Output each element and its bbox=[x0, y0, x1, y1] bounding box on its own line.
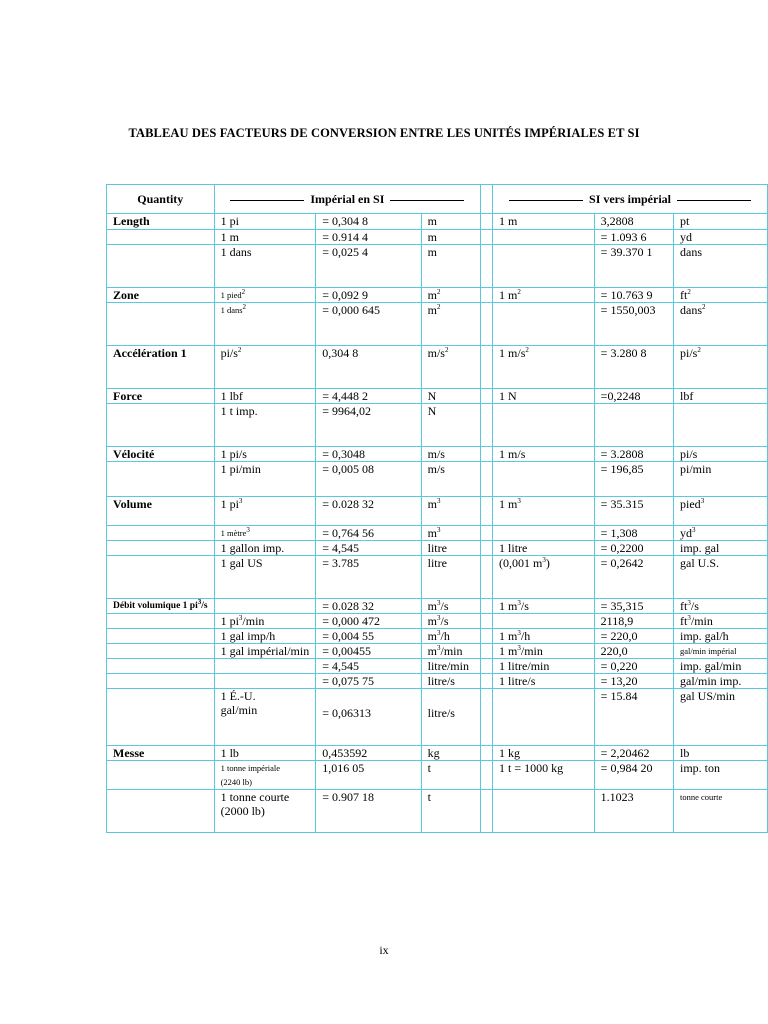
si-unit-cell: litre/s bbox=[421, 674, 481, 689]
superscript: 3 bbox=[436, 614, 441, 622]
superscript: 3 bbox=[436, 629, 441, 637]
imperial-result-cell: gal/min imp. bbox=[674, 674, 768, 689]
imperial-factor-cell: = 3.785 bbox=[316, 556, 421, 599]
imperial-unit-cell: 1 lbf bbox=[214, 389, 316, 404]
imperial-factor-cell: 1,016 05 bbox=[316, 761, 421, 790]
imperial-unit-cell: 1 tonne impériale (2240 lb) bbox=[214, 761, 316, 790]
imperial-to-si-header: Impérial en SI bbox=[214, 185, 481, 214]
imperial-unit-cell: 1 $pi^3/\min$ bbox=[214, 614, 316, 629]
si-unit-cell: $m^3$ bbox=[421, 497, 481, 526]
imperial-unit-cell: 1 m bbox=[214, 230, 316, 245]
imperial-factor-cell: = 0.028 32 bbox=[316, 599, 421, 614]
si-factor-cell: = 0,2200 bbox=[594, 541, 673, 556]
header-rule bbox=[677, 200, 751, 201]
quantity-cell: Zone bbox=[107, 288, 215, 303]
superscript: 3 bbox=[517, 599, 521, 607]
quantity-cell bbox=[107, 644, 215, 659]
gap-cell bbox=[481, 761, 493, 790]
quantity-cell bbox=[107, 230, 215, 245]
header-row bbox=[107, 185, 768, 214]
si-unit-cell: t bbox=[421, 790, 481, 833]
imperial-unit-cell: 1 pi bbox=[214, 214, 316, 230]
si-factor-cell: =0,2248 bbox=[594, 389, 673, 404]
imperial-factor-cell: 0,453592 bbox=[316, 746, 421, 761]
si-factor-cell: 2118,9 bbox=[594, 614, 673, 629]
quantity-cell: Accélération 1 bbox=[107, 346, 215, 389]
gap-cell bbox=[481, 214, 493, 230]
table-row bbox=[107, 790, 768, 833]
table-row bbox=[107, 629, 768, 644]
imperial-result-cell: gal US/min bbox=[674, 689, 768, 746]
quantity-cell: Volume bbox=[107, 497, 215, 526]
si-unit-from-cell: (0,001 $m^3$) bbox=[493, 556, 595, 599]
imperial-factor-cell: = 0,06313 bbox=[316, 689, 421, 746]
quantity-cell bbox=[107, 303, 215, 346]
imperial-factor-cell: = 4,545 bbox=[316, 659, 421, 674]
table-row bbox=[107, 389, 768, 404]
imperial-result-cell: $ft^3/\min$ bbox=[674, 614, 768, 629]
table-row bbox=[107, 447, 768, 462]
imperial-factor-cell: = 0.028 32 bbox=[316, 497, 421, 526]
si-unit-cell: $m^3$ bbox=[421, 526, 481, 541]
superscript: 2 bbox=[525, 346, 529, 354]
imperial-unit-cell bbox=[214, 599, 316, 614]
gap-cell bbox=[481, 599, 493, 614]
gap-cell bbox=[481, 389, 493, 404]
quantity-cell bbox=[107, 790, 215, 833]
imperial-unit-cell: 1 pied$^2$ bbox=[214, 288, 316, 303]
imperial-unit-cell: 1 t imp. bbox=[214, 404, 316, 447]
header-rule bbox=[230, 200, 304, 201]
superscript: 3 bbox=[436, 526, 441, 534]
gap-cell bbox=[481, 245, 493, 288]
superscript: 3 bbox=[687, 599, 691, 607]
quantity-cell: Force bbox=[107, 389, 215, 404]
si-unit-from-cell: 1 m/s bbox=[493, 447, 595, 462]
table-row bbox=[107, 614, 768, 629]
imperial-factor-cell: = 9964,02 bbox=[316, 404, 421, 447]
superscript: 3 bbox=[517, 629, 521, 637]
imperial-unit-cell: 1 gal imp/h bbox=[214, 629, 316, 644]
imperial-factor-cell: = 0,3048 bbox=[316, 447, 421, 462]
imperial-factor-cell: = 0,304 8 bbox=[316, 214, 421, 230]
quantity-cell bbox=[107, 629, 215, 644]
imperial-result-cell: dans bbox=[674, 245, 768, 288]
si-unit-from-cell bbox=[493, 790, 595, 833]
si-unit-from-cell: 1 $m^3/\min$ bbox=[493, 644, 595, 659]
si-unit-from-cell: 1 N bbox=[493, 389, 595, 404]
superscript: 3 bbox=[246, 526, 250, 535]
cell-second-line: (2240 lb) bbox=[220, 777, 252, 787]
si-factor-cell: = 0,220 bbox=[594, 659, 673, 674]
table-row bbox=[107, 659, 768, 674]
gap-cell bbox=[481, 746, 493, 761]
superscript: 3 bbox=[687, 614, 691, 622]
si-unit-from-cell bbox=[493, 689, 595, 746]
superscript: 3 bbox=[517, 644, 521, 652]
imperial-result-cell: pt bbox=[674, 214, 768, 230]
imperial-factor-cell: = 0,004 55 bbox=[316, 629, 421, 644]
imperial-result-cell: lbf bbox=[674, 389, 768, 404]
si-unit-from-cell: 1 t = 1000 kg bbox=[493, 761, 595, 790]
imperial-result-cell: dans$^2$ bbox=[674, 303, 768, 346]
imperial-factor-cell: = 0,000 645 bbox=[316, 303, 421, 346]
superscript: 3 bbox=[436, 599, 441, 607]
superscript: 2 bbox=[517, 288, 521, 296]
superscript: 3 bbox=[238, 614, 243, 622]
quantity-cell bbox=[107, 541, 215, 556]
table-row bbox=[107, 404, 768, 447]
si-factor-cell: 220,0 bbox=[594, 644, 673, 659]
si-unit-from-cell bbox=[493, 614, 595, 629]
si-unit-cell: $m^3/s$ bbox=[421, 614, 481, 629]
si-unit-cell: $m/s^2$ bbox=[421, 346, 481, 389]
imperial-unit-cell: 1 pi/s bbox=[214, 447, 316, 462]
gap-cell bbox=[481, 404, 493, 447]
table-row bbox=[107, 644, 768, 659]
si-factor-cell bbox=[594, 404, 673, 447]
gap-cell bbox=[481, 629, 493, 644]
si-unit-from-cell bbox=[493, 462, 595, 497]
imperial-result-cell: $ft^2$ bbox=[674, 288, 768, 303]
superscript: 2 bbox=[241, 288, 246, 297]
gap-cell bbox=[481, 674, 493, 689]
si-unit-from-cell: 1 $m^3/h$ bbox=[493, 629, 595, 644]
imperial-result-cell: $ft^3/s$ bbox=[674, 599, 768, 614]
si-to-imperial-header: SI vers impérial bbox=[493, 185, 768, 214]
gap-cell bbox=[481, 497, 493, 526]
superscript: 3 bbox=[700, 497, 705, 505]
imperial-factor-cell: = 0,075 75 bbox=[316, 674, 421, 689]
si-factor-cell: = 3.280 8 bbox=[594, 346, 673, 389]
gap-cell bbox=[481, 185, 493, 214]
si-unit-from-cell: 1 $m^3$ bbox=[493, 497, 595, 526]
imperial-result-cell: imp. gal/min bbox=[674, 659, 768, 674]
si-unit-from-cell: 1 litre/s bbox=[493, 674, 595, 689]
si-unit-cell: m/s bbox=[421, 447, 481, 462]
imperial-factor-cell: = 0.914 4 bbox=[316, 230, 421, 245]
imperial-result-cell: pied$^3$ bbox=[674, 497, 768, 526]
superscript: 2 bbox=[697, 346, 701, 354]
gap-cell bbox=[481, 556, 493, 599]
gap-cell bbox=[481, 303, 493, 346]
superscript: 3 bbox=[692, 526, 696, 534]
quantity-cell: Length bbox=[107, 214, 215, 230]
superscript: 2 bbox=[702, 303, 706, 311]
si-factor-cell: = 10.763 9 bbox=[594, 288, 673, 303]
table-row bbox=[107, 462, 768, 497]
si-unit-from-cell: 1 $m/s^2$ bbox=[493, 346, 595, 389]
quantity-cell bbox=[107, 659, 215, 674]
imperial-unit-cell: 1 lb bbox=[214, 746, 316, 761]
si-unit-cell: t bbox=[421, 761, 481, 790]
si-unit-from-cell: 1 $m^3/s$ bbox=[493, 599, 595, 614]
imperial-factor-cell: = 0.907 18 bbox=[316, 790, 421, 833]
imperial-unit-cell: 1 dans bbox=[214, 245, 316, 288]
si-factor-cell: = 1,308 bbox=[594, 526, 673, 541]
quantity-cell: Vélocité bbox=[107, 447, 215, 462]
gap-cell bbox=[481, 288, 493, 303]
imperial-result-cell bbox=[674, 404, 768, 447]
imperial-unit-cell: 1 dans$^2$ bbox=[214, 303, 316, 346]
table-row bbox=[107, 761, 768, 790]
si-unit-from-cell bbox=[493, 303, 595, 346]
document-title: TABLEAU DES FACTEURS DE CONVERSION ENTRE LES UNITÉS IMPÉRIALES ET SI bbox=[128, 126, 640, 140]
si-unit-cell: $m^3/s$ bbox=[421, 599, 481, 614]
superscript: 2 bbox=[237, 346, 242, 354]
superscript: 3 bbox=[197, 597, 202, 606]
si-factor-cell: = 3.2808 bbox=[594, 447, 673, 462]
si-unit-cell: litre/s bbox=[421, 689, 481, 746]
gap-cell bbox=[481, 447, 493, 462]
si-factor-cell: = 35,315 bbox=[594, 599, 673, 614]
imperial-unit-cell: 1 gal US bbox=[214, 556, 316, 599]
si-factor-cell: 3,2808 bbox=[594, 214, 673, 230]
imperial-result-cell: $pi/s^2$ bbox=[674, 346, 768, 389]
gap-cell bbox=[481, 346, 493, 389]
si-unit-cell: $m^3/h$ bbox=[421, 629, 481, 644]
si-unit-from-cell: 1 $m^2$ bbox=[493, 288, 595, 303]
table-row bbox=[107, 689, 768, 746]
quantity-cell bbox=[107, 761, 215, 790]
si-unit-cell: $m^2$ bbox=[421, 288, 481, 303]
superscript: 3 bbox=[436, 497, 441, 505]
quantity-cell bbox=[107, 689, 215, 746]
imperial-unit-cell: 1 pi/min bbox=[214, 462, 316, 497]
gap-cell bbox=[481, 614, 493, 629]
conversion-table bbox=[106, 184, 768, 833]
imperial-factor-cell: = 0,025 4 bbox=[316, 245, 421, 288]
table-row bbox=[107, 541, 768, 556]
imperial-result-cell: imp. ton bbox=[674, 761, 768, 790]
si-unit-cell: N bbox=[421, 404, 481, 447]
si-unit-from-cell: 1 m bbox=[493, 214, 595, 230]
table-row bbox=[107, 674, 768, 689]
imperial-result-cell: $yd^3$ bbox=[674, 526, 768, 541]
quantity-cell bbox=[107, 556, 215, 599]
si-unit-from-cell: 1 litre bbox=[493, 541, 595, 556]
si-unit-from-cell: 1 litre/min bbox=[493, 659, 595, 674]
table-row bbox=[107, 230, 768, 245]
cell-second-line: (2000 lb) bbox=[220, 804, 265, 818]
imperial-factor-cell: = 0,092 9 bbox=[316, 288, 421, 303]
si-unit-cell: m bbox=[421, 214, 481, 230]
imperial-result-cell: tonne courte bbox=[674, 790, 768, 833]
table-row bbox=[107, 303, 768, 346]
cell-second-line: gal/min bbox=[220, 703, 258, 717]
si-unit-from-cell bbox=[493, 230, 595, 245]
si-factor-cell: = 220,0 bbox=[594, 629, 673, 644]
gap-cell bbox=[481, 541, 493, 556]
imperial-factor-cell: = 4,448 2 bbox=[316, 389, 421, 404]
si-factor-cell: = 0,2642 bbox=[594, 556, 673, 599]
superscript: 3 bbox=[436, 644, 441, 652]
si-factor-cell: = 15.84 bbox=[594, 689, 673, 746]
si-factor-cell: 1.1023 bbox=[594, 790, 673, 833]
si-unit-cell: $m^3/\min$ bbox=[421, 644, 481, 659]
superscript: 2 bbox=[436, 288, 441, 296]
header-rule bbox=[509, 200, 583, 201]
imperial-factor-cell: = 0,00455 bbox=[316, 644, 421, 659]
imperial-unit-cell: 1 É.-U. gal/min bbox=[214, 689, 316, 746]
si-unit-cell: litre/min bbox=[421, 659, 481, 674]
table-row bbox=[107, 746, 768, 761]
si-factor-cell: = 39.370 1 bbox=[594, 245, 673, 288]
si-unit-cell: litre bbox=[421, 556, 481, 599]
imperial-factor-cell: 0,304 8 bbox=[316, 346, 421, 389]
si-unit-from-cell: 1 kg bbox=[493, 746, 595, 761]
imperial-result-cell: pi/s bbox=[674, 447, 768, 462]
imperial-unit-cell: 1 gallon imp. bbox=[214, 541, 316, 556]
imperial-factor-cell: = 0,005 08 bbox=[316, 462, 421, 497]
imperial-result-cell: imp. gal bbox=[674, 541, 768, 556]
gap-cell bbox=[481, 790, 493, 833]
si-unit-from-cell bbox=[493, 245, 595, 288]
table-row bbox=[107, 346, 768, 389]
superscript: 2 bbox=[687, 288, 691, 296]
si-unit-cell: kg bbox=[421, 746, 481, 761]
superscript: 2 bbox=[436, 303, 441, 311]
table-row bbox=[107, 245, 768, 288]
imperial-unit-cell: 1 mètre$^3$ bbox=[214, 526, 316, 541]
imperial-result-cell: gal U.S. bbox=[674, 556, 768, 599]
quantity-cell bbox=[107, 526, 215, 541]
imperial-unit-cell bbox=[214, 659, 316, 674]
imperial-unit-cell: 1 tonne courte (2000 lb) bbox=[214, 790, 316, 833]
superscript: 2 bbox=[242, 303, 247, 312]
imperial-factor-cell: = 4,545 bbox=[316, 541, 421, 556]
si-factor-cell: = 35.315 bbox=[594, 497, 673, 526]
imperial-unit-cell: $pi/s^2$ bbox=[214, 346, 316, 389]
gap-cell bbox=[481, 689, 493, 746]
imperial-result-cell: pi/min bbox=[674, 462, 768, 497]
superscript: 3 bbox=[238, 497, 243, 505]
si-factor-cell: = 1550,003 bbox=[594, 303, 673, 346]
imperial-result-cell: yd bbox=[674, 230, 768, 245]
quantity-cell: Débit volumique 1 $pi^3/s$ bbox=[107, 599, 215, 614]
si-unit-cell: m/s bbox=[421, 462, 481, 497]
table-row bbox=[107, 288, 768, 303]
table-row bbox=[107, 526, 768, 541]
superscript: 3 bbox=[542, 556, 546, 564]
table-row bbox=[107, 556, 768, 599]
si-unit-from-cell bbox=[493, 404, 595, 447]
si-unit-cell: N bbox=[421, 389, 481, 404]
si-unit-cell: litre bbox=[421, 541, 481, 556]
gap-cell bbox=[481, 230, 493, 245]
table-row bbox=[107, 214, 768, 230]
quantity-cell bbox=[107, 462, 215, 497]
imperial-unit-cell: 1 $pi^3$ bbox=[214, 497, 316, 526]
imperial-unit-cell: 1 gal impérial/min bbox=[214, 644, 316, 659]
quantity-header: Quantity bbox=[107, 185, 215, 214]
si-factor-cell: = 2,20462 bbox=[594, 746, 673, 761]
quantity-cell bbox=[107, 614, 215, 629]
imperial-factor-cell: = 0,000 472 bbox=[316, 614, 421, 629]
si-factor-cell: = 0,984 20 bbox=[594, 761, 673, 790]
imperial-unit-cell bbox=[214, 674, 316, 689]
si-factor-cell: = 13,20 bbox=[594, 674, 673, 689]
si-factor-cell: = 1.093 6 bbox=[594, 230, 673, 245]
gap-cell bbox=[481, 659, 493, 674]
imperial-result-cell: gal/min impérial bbox=[674, 644, 768, 659]
si-unit-cell: m bbox=[421, 230, 481, 245]
gap-cell bbox=[481, 526, 493, 541]
header-rule bbox=[390, 200, 464, 201]
si-unit-cell: m bbox=[421, 245, 481, 288]
superscript: 3 bbox=[517, 497, 521, 505]
imperial-result-cell: lb bbox=[674, 746, 768, 761]
quantity-cell bbox=[107, 245, 215, 288]
quantity-cell bbox=[107, 674, 215, 689]
si-unit-cell: $m^2$ bbox=[421, 303, 481, 346]
page-number: ix bbox=[379, 943, 389, 957]
gap-cell bbox=[481, 462, 493, 497]
imperial-factor-cell: = 0,764 56 bbox=[316, 526, 421, 541]
imperial-result-cell: imp. gal/h bbox=[674, 629, 768, 644]
quantity-cell: Messe bbox=[107, 746, 215, 761]
si-unit-from-cell bbox=[493, 526, 595, 541]
superscript: 2 bbox=[444, 346, 449, 354]
gap-cell bbox=[481, 644, 493, 659]
quantity-cell bbox=[107, 404, 215, 447]
table-row bbox=[107, 599, 768, 614]
si-factor-cell: = 196,85 bbox=[594, 462, 673, 497]
table-row bbox=[107, 497, 768, 526]
